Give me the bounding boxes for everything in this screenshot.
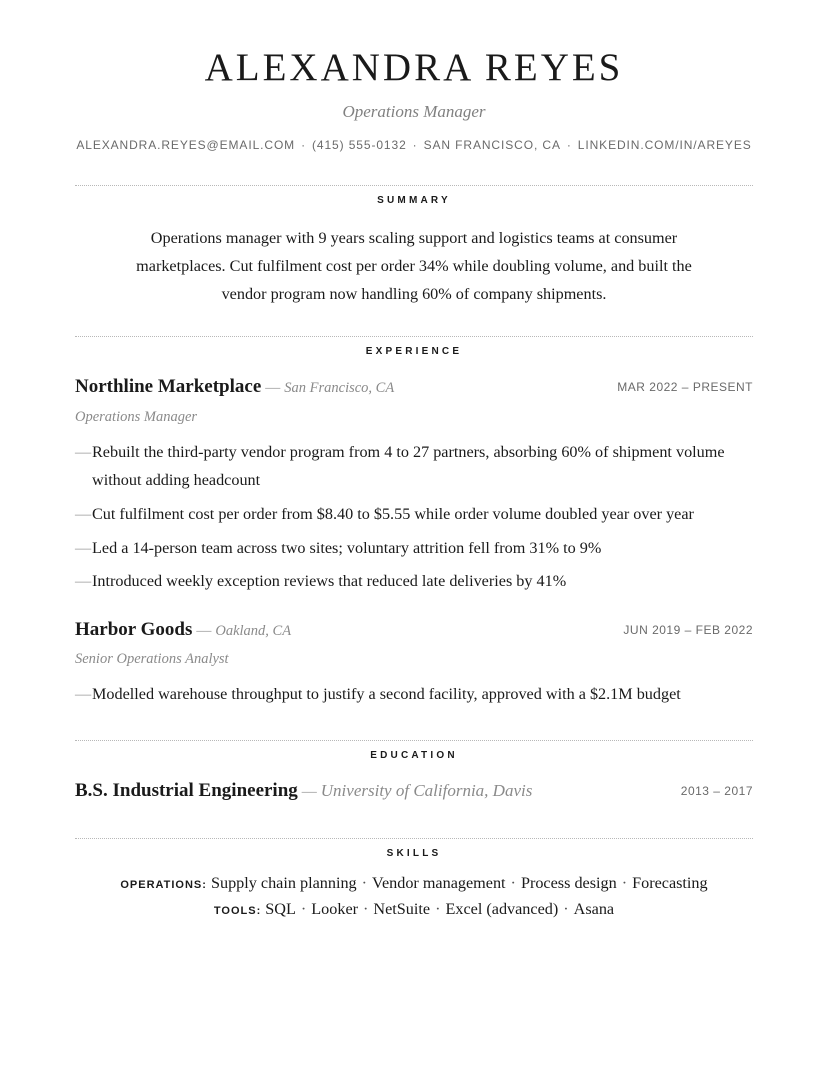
skill-item: Vendor management	[372, 874, 506, 892]
skills-label: TOOLS:	[213, 905, 262, 917]
bullet-text: Cut fulfilment cost per order from $8.40 to $5.55 while order volume doubled year over year	[92, 505, 694, 523]
skills-heading: SKILLS	[386, 848, 442, 859]
bullet-text: Led a 14-person team across two sites; voluntary attrition fell from 31% to 9%	[92, 539, 602, 557]
skill-item: SQL	[265, 900, 296, 918]
skill-separator: ·	[300, 900, 307, 918]
bullet-text: Modelled warehouse throughput to justify a second facility, approved with a $2.1M budget	[92, 685, 681, 703]
education-school: University of California, Davis	[320, 781, 533, 800]
job-location: San Francisco, CA	[284, 380, 395, 396]
bullet-text: Rebuilt the third-party vendor program from 4 to 27 partners, absorbing 60% of shipment volume without adding headcount	[92, 443, 725, 489]
candidate-name: ALEXANDRA REYES	[204, 46, 624, 89]
contact-email[interactable]: ALEXANDRA.REYES@EMAIL.COM	[76, 138, 296, 152]
job-title: Operations Manager	[75, 409, 198, 425]
skill-separator: ·	[435, 900, 441, 918]
contact-phone[interactable]: (415) 555-0132	[311, 138, 407, 152]
bullet-dash: —	[75, 572, 92, 590]
job-bullet	[75, 680, 753, 708]
skill-separator: ·	[563, 900, 569, 918]
job-bullet	[75, 438, 753, 494]
bullet-dash: —	[75, 685, 92, 703]
bullet-text: Introduced weekly exception reviews that reduced late deliveries by 41%	[92, 572, 567, 590]
skill-separator: ·	[361, 874, 368, 892]
contact-linkedin[interactable]: LINKEDIN.COM/IN/AREYES	[577, 138, 752, 152]
skill-item: Asana	[573, 900, 615, 918]
job-bullet	[75, 500, 753, 528]
section-divider	[75, 740, 753, 741]
skill-item: Forecasting	[632, 874, 708, 892]
bullet-dash: —	[75, 443, 92, 461]
skill-separator: ·	[363, 900, 369, 918]
skills-group-operations	[75, 874, 753, 893]
skill-separator: ·	[621, 874, 628, 892]
job-header	[75, 376, 753, 400]
skill-separator: ·	[510, 874, 516, 892]
education-dash: —	[301, 784, 317, 800]
skill-item: Supply chain planning	[210, 874, 357, 892]
contact-separator: ·	[566, 138, 572, 152]
summary-text: Operations manager with 9 years scaling support and logistics teams at consumer marketplaces. Cut fulfilment cost per order 34% while doubling volume, and built the vendor program now handling 60% of company shipments.	[136, 229, 692, 303]
job-company: Northline Marketplace	[75, 376, 262, 397]
bullet-dash: —	[75, 505, 92, 523]
skill-item: NetSuite	[373, 900, 431, 918]
education-dates: 2013 – 2017	[680, 784, 753, 798]
skill-item: Excel (advanced)	[445, 900, 559, 918]
education-heading: EDUCATION	[370, 750, 458, 761]
contact-separator: ·	[412, 138, 418, 152]
section-divider	[75, 185, 753, 186]
bullet-dash: —	[75, 539, 92, 557]
skills-group-tools	[75, 900, 753, 919]
contact-line	[65, 138, 763, 152]
job-title: Senior Operations Analyst	[75, 651, 229, 667]
experience-heading: EXPERIENCE	[365, 346, 463, 357]
job-location: Oakland, CA	[215, 623, 292, 639]
job-dates: MAR 2022 – PRESENT	[617, 380, 753, 394]
job-company: Harbor Goods	[75, 619, 193, 640]
summary-heading: SUMMARY	[377, 195, 451, 206]
contact-separator: ·	[301, 138, 306, 152]
job-bullet	[75, 567, 753, 595]
skills-label: OPERATIONS:	[120, 879, 207, 891]
job-dates: JUN 2019 – FEB 2022	[623, 623, 753, 637]
section-divider	[75, 838, 753, 839]
candidate-role: Operations Manager	[342, 102, 486, 121]
skill-item: Process design	[520, 874, 617, 892]
education-entry	[75, 780, 753, 806]
section-divider	[75, 336, 753, 337]
job-header	[75, 619, 753, 643]
skill-item: Looker	[311, 900, 359, 918]
education-degree: B.S. Industrial Engineering	[75, 780, 298, 801]
contact-location: SAN FRANCISCO, CA	[423, 138, 561, 152]
job-bullet	[75, 534, 753, 562]
job-dash: —	[196, 623, 212, 639]
job-dash: —	[265, 380, 281, 396]
